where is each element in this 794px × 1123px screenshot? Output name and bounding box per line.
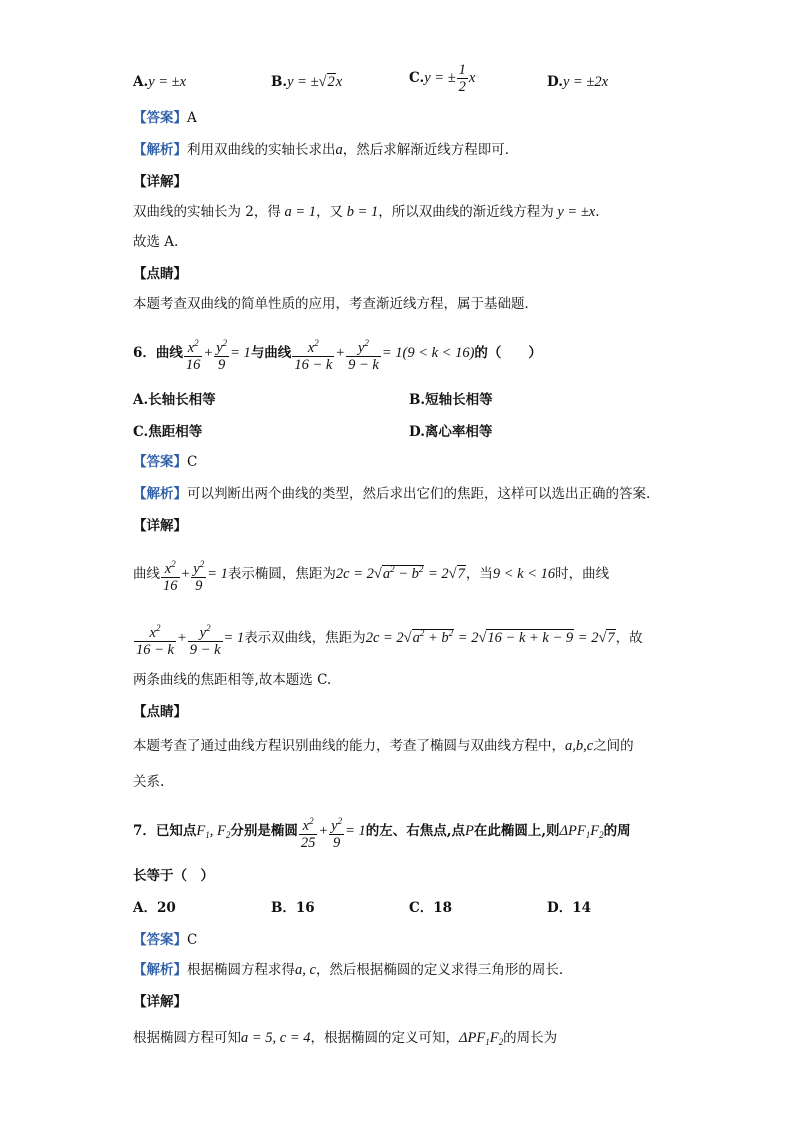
q7-option-c: C．18 — [409, 900, 453, 916]
q5-option-b — [271, 72, 342, 92]
q6-option-d: D.离心率相等 — [409, 424, 493, 440]
analysis-text: 根据椭圆方程求得 — [187, 962, 295, 978]
q6-comment-text: 本题考查了通过曲线方程识别曲线的能力，考查了椭圆与双曲线方程中，a,b,c之间的 — [133, 738, 634, 754]
q7-option-d: D．14 — [547, 900, 591, 916]
q6-analysis — [133, 484, 650, 504]
detail-text: ，当 — [465, 566, 493, 582]
analysis-text: 利用双曲线的实轴长求出 — [187, 142, 336, 158]
q7-option-a: A．20 — [133, 900, 176, 916]
option-math: y = ± $\frac{1}{2}$ x — [424, 62, 476, 95]
q5-answer — [133, 108, 197, 128]
answer-label: 【答案】 — [133, 454, 187, 470]
analysis-label: 【解析】 — [133, 142, 187, 158]
detail-text: 的周长为 — [503, 1030, 558, 1046]
stem-text: 在此椭圆上,则 — [473, 823, 560, 839]
option-math: y = ±2x — [562, 74, 609, 90]
detail-text: 表示双曲线，焦距为 — [244, 630, 366, 646]
comment-text: 本题考查了通过曲线方程识别曲线的能力，考查了椭圆与双曲线方程中， — [133, 738, 565, 754]
q7-answer — [133, 930, 197, 950]
analysis-text: 可以判断出两个曲线的类型，然后求出它们的焦距，这样可以选出正确的答案. — [187, 486, 651, 502]
q6-comment-heading: 【点睛】 — [133, 704, 187, 720]
q7-analysis: 【解析】根据椭圆方程求得a, c，然后根据椭圆的定义求得三角形的周长. — [133, 962, 564, 978]
q6-stem: 6．曲线 $\frac{x^2}{16}$ + $\frac{y^2}{9}$ = 1与曲线 $\frac{x^2}{16 - k}$ + $\frac{y^2}{9 - k}$ = 1(9 < k < 16)的（ ） — [133, 334, 542, 373]
q6-detail-line-3: 两条曲线的焦距相等,故本题选 C. — [133, 672, 332, 688]
q6-answer — [133, 452, 197, 472]
detail-text: ，又 — [316, 204, 344, 220]
analysis-text: ，然后求解渐近线方程即可． — [342, 142, 519, 158]
q5-option-c — [409, 62, 475, 95]
option-letter: D. — [547, 74, 563, 90]
q6-option-a: A.长轴长相等 — [133, 392, 216, 408]
answer-label: 【答案】 — [133, 932, 187, 948]
q6-comment-text-2: 关系. — [133, 774, 165, 790]
q7-detail-text: 根据椭圆方程可知a = 5, c = 4，根据椭圆的定义可知，$\Delta PF_1F_2$的周长为 — [133, 1030, 558, 1047]
q5-option-d — [547, 72, 608, 92]
detail-text: 曲线 — [133, 566, 160, 582]
q5-option-a — [133, 72, 186, 92]
stem-text: 6．曲线 — [133, 345, 183, 361]
q7-stem-2: 长等于（ ） — [133, 868, 214, 884]
answer-value: C — [187, 932, 198, 948]
q7-option-b: B．16 — [271, 900, 315, 916]
detail-text: ，根据椭圆的定义可知， — [310, 1030, 460, 1046]
detail-text: 时，曲线 — [555, 566, 610, 582]
analysis-label: 【解析】 — [133, 962, 187, 978]
q5-comment-heading: 【点睛】 — [133, 266, 187, 282]
comment-text: 之间的 — [593, 738, 634, 754]
q6-detail-line-2: $\frac{x^2}{16 - k}$ + $\frac{y^2}{9 - k}$ = 1表示双曲线，焦距为$2c = 2√a^2 + b^2 = 2√16 - k + k - 9 = 2√7$，故 — [133, 614, 643, 658]
detail-text: ，故 — [615, 630, 643, 646]
q5-analysis: 【解析】利用双曲线的实轴长求出a，然后求解渐近线方程即可． — [133, 142, 519, 158]
q5-detail-text: 双曲线的实轴长为 2，得 a = 1，又 b = 1，所以双曲线的渐近线方程为 y = ±x. — [133, 204, 600, 220]
answer-label: 【答案】 — [133, 110, 187, 126]
stem-text: 与曲线 — [250, 345, 292, 361]
stem-text: 的周 — [603, 823, 631, 839]
analysis-label: 【解析】 — [133, 486, 187, 502]
stem-text: 7．已知点 — [133, 823, 197, 839]
answer-value: C — [187, 454, 198, 470]
option-math: y = ±x — [148, 74, 187, 90]
detail-text: 表示椭圆，焦距为 — [227, 566, 336, 582]
detail-text: ，所以双曲线的渐近线方程为 — [378, 204, 554, 220]
q5-conclusion: 故选 A. — [133, 234, 179, 250]
stem-text: 分别是椭圆 — [230, 823, 298, 839]
q6-detail-heading: 【详解】 — [133, 518, 187, 534]
q5-detail-heading: 【详解】 — [133, 174, 187, 190]
answer-value: A — [187, 110, 197, 126]
q5-comment-text: 本题考查双曲线的简单性质的应用，考查渐近线方程，属于基础题． — [133, 296, 538, 312]
stem-text: 的左、右焦点,点 — [365, 823, 465, 839]
q6-option-b: B.短轴长相等 — [409, 392, 493, 408]
option-math: y = ±√2x — [287, 74, 343, 90]
stem-text: 的（ ） — [474, 345, 542, 361]
detail-text: 根据椭圆方程可知 — [133, 1030, 241, 1046]
q7-stem: 7．已知点$F_1$, $F_2$分别是椭圆 $\frac{x^2}{25}$ + $\frac{y^2}{9}$ = 1的左、右焦点,点P在此椭圆上,则$\Delta PF_1F_2$的周 — [133, 812, 631, 854]
q6-detail-line-1: 曲线 $\frac{x^2}{16}$ + $\frac{y^2}{9}$ = 1表示椭圆，焦距为$2c = 2√a^2 - b^2 = 2√7$，当9 < k < 16时，曲线 — [133, 550, 609, 594]
detail-text: 双曲线的实轴长为 2，得 — [133, 204, 281, 220]
analysis-text: ，然后根据椭圆的定义求得三角形的周长. — [315, 962, 564, 978]
q6-option-c: C.焦距相等 — [133, 424, 203, 440]
q7-detail-heading: 【详解】 — [133, 994, 187, 1010]
option-letter: A. — [133, 74, 149, 90]
option-letter: B. — [271, 74, 288, 90]
option-letter: C. — [409, 69, 425, 86]
